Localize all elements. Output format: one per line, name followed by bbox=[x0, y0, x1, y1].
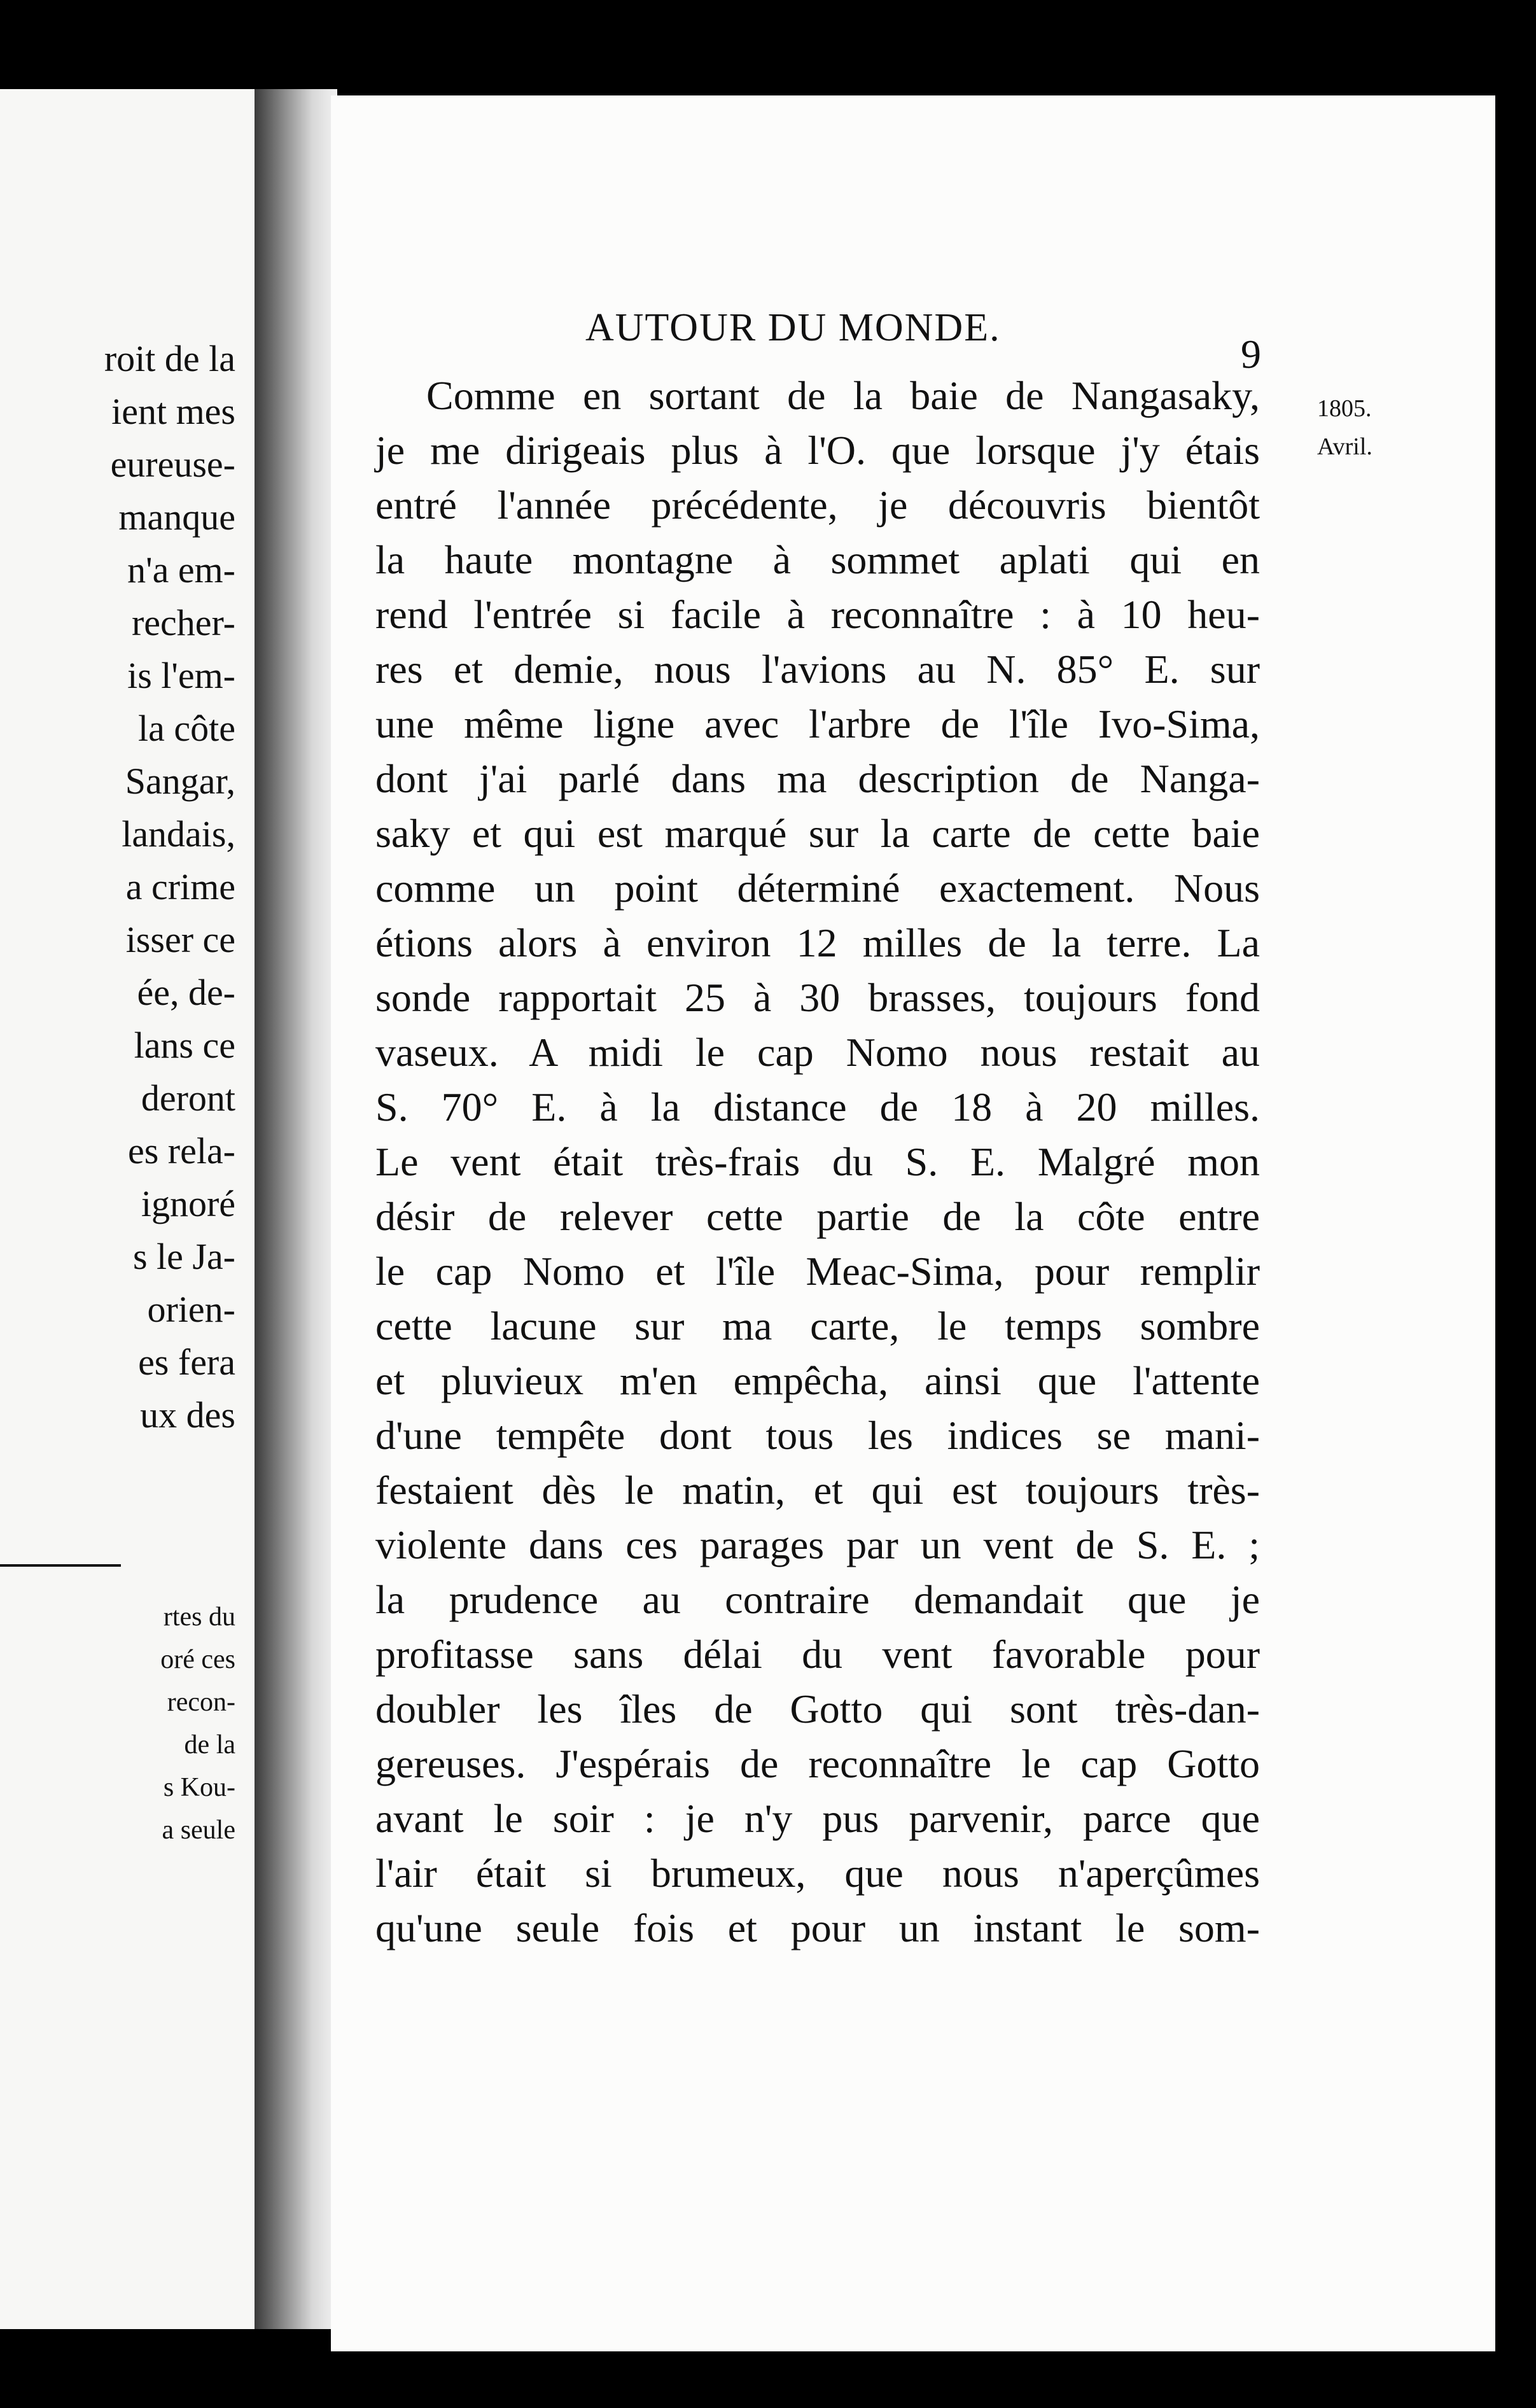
text-line: Comme en sortant de la baie de Nangasaky, bbox=[426, 373, 1260, 418]
text-line: le cap Nomo et l'île Meac-Sima, pour remplir bbox=[375, 1249, 1260, 1294]
text-line: qu'une seule fois et pour un instant le som- bbox=[375, 1905, 1260, 1950]
previous-page bbox=[0, 89, 255, 2329]
left-page-footnote-line: oré ces bbox=[160, 1645, 235, 1674]
footnote-rule bbox=[0, 1564, 121, 1567]
left-page-line: deront bbox=[141, 1077, 235, 1119]
text-line: l'air était si brumeux, que nous n'aperçûmes bbox=[375, 1851, 1260, 1896]
left-page-line: recher- bbox=[131, 602, 235, 643]
left-page-line: a crime bbox=[125, 866, 235, 907]
left-page-footnote-line: rtes du bbox=[163, 1602, 235, 1632]
text-line: sonde rapportait 25 à 30 brasses, toujours fond bbox=[375, 975, 1260, 1020]
text-line: Le vent était très-frais du S. E. Malgré mon bbox=[375, 1139, 1260, 1184]
left-page-line: ient mes bbox=[111, 391, 235, 432]
text-line: comme un point déterminé exactement. Nous bbox=[375, 865, 1260, 911]
left-page-line: eureuse- bbox=[110, 444, 235, 485]
text-line: une même ligne avec l'arbre de l'île Ivo-Sima, bbox=[375, 701, 1260, 746]
text-line: la haute montagne à sommet aplati qui en bbox=[375, 537, 1260, 582]
text-line: S. 70° E. à la distance de 18 à 20 milles. bbox=[375, 1084, 1260, 1130]
text-line: étions alors à environ 12 milles de la terre. La bbox=[375, 920, 1260, 965]
left-page-line: la côte bbox=[138, 708, 235, 749]
left-page-line: roit de la bbox=[104, 338, 235, 379]
text-line: avant le soir : je n'y pus parvenir, parce que bbox=[375, 1796, 1260, 1841]
margin-year: 1805. bbox=[1317, 395, 1372, 422]
text-line: entré l'année précédente, je découvris bientôt bbox=[375, 482, 1260, 528]
left-page-line: es fera bbox=[138, 1341, 235, 1383]
text-line: vaseux. A midi le cap Nomo nous restait au bbox=[375, 1030, 1260, 1075]
left-page-line: manque bbox=[118, 496, 235, 538]
text-line: et pluvieux m'en empêcha, ainsi que l'attente bbox=[375, 1358, 1260, 1403]
left-page-footnote-line: de la bbox=[184, 1730, 235, 1760]
left-page-footnote-line: s Kou- bbox=[163, 1773, 235, 1802]
text-line: festaient dès le matin, et qui est toujours très- bbox=[375, 1467, 1260, 1513]
text-line: profitasse sans délai du vent favorable pour bbox=[375, 1632, 1260, 1677]
text-line: violente dans ces parages par un vent de S. E. ; bbox=[375, 1522, 1260, 1567]
margin-month: Avril. bbox=[1317, 433, 1372, 460]
text-line: dont j'ai parlé dans ma description de Nanga- bbox=[375, 756, 1260, 801]
text-line: désir de relever cette partie de la côte entre bbox=[375, 1194, 1260, 1239]
text-line: doubler les îles de Gotto qui sont très-dan- bbox=[375, 1686, 1260, 1732]
text-line: gereuses. J'espérais de reconnaître le cap Gotto bbox=[375, 1741, 1260, 1786]
text-line: saky et qui est marqué sur la carte de cette baie bbox=[375, 811, 1260, 856]
left-page-line: n'a em- bbox=[127, 549, 235, 591]
left-page-line: Sangar, bbox=[125, 760, 235, 802]
text-line: je me dirigeais plus à l'O. que lorsque j'y étais bbox=[375, 428, 1260, 473]
text-line: rend l'entrée si facile à reconnaître : à 10 heu- bbox=[375, 592, 1260, 637]
text-line: cette lacune sur ma carte, le temps sombre bbox=[375, 1303, 1260, 1348]
left-page-line: ignoré bbox=[141, 1183, 235, 1224]
page-number: 9 bbox=[1241, 332, 1261, 377]
left-page-line: isser ce bbox=[125, 919, 235, 960]
left-page-line: s le Ja- bbox=[132, 1236, 235, 1277]
text-line: la prudence au contraire demandait que je bbox=[375, 1577, 1260, 1622]
left-page-footnote-line: a seule bbox=[162, 1816, 235, 1845]
left-page-line: ux des bbox=[140, 1394, 235, 1436]
left-page-line: is l'em- bbox=[127, 655, 235, 696]
book-gutter bbox=[255, 89, 337, 2329]
left-page-line: orien- bbox=[147, 1289, 235, 1330]
left-page-line: es rela- bbox=[127, 1130, 235, 1172]
left-page-line: lans ce bbox=[134, 1025, 235, 1066]
left-page-line: ée, de- bbox=[137, 972, 235, 1013]
running-head: AUTOUR DU MONDE. bbox=[585, 306, 1001, 349]
left-page-footnote-line: recon- bbox=[167, 1688, 235, 1717]
text-line: d'une tempête dont tous les indices se mani- bbox=[375, 1413, 1260, 1458]
left-page-line: landais, bbox=[122, 813, 235, 855]
text-line: res et demie, nous l'avions au N. 85° E. sur bbox=[375, 647, 1260, 692]
